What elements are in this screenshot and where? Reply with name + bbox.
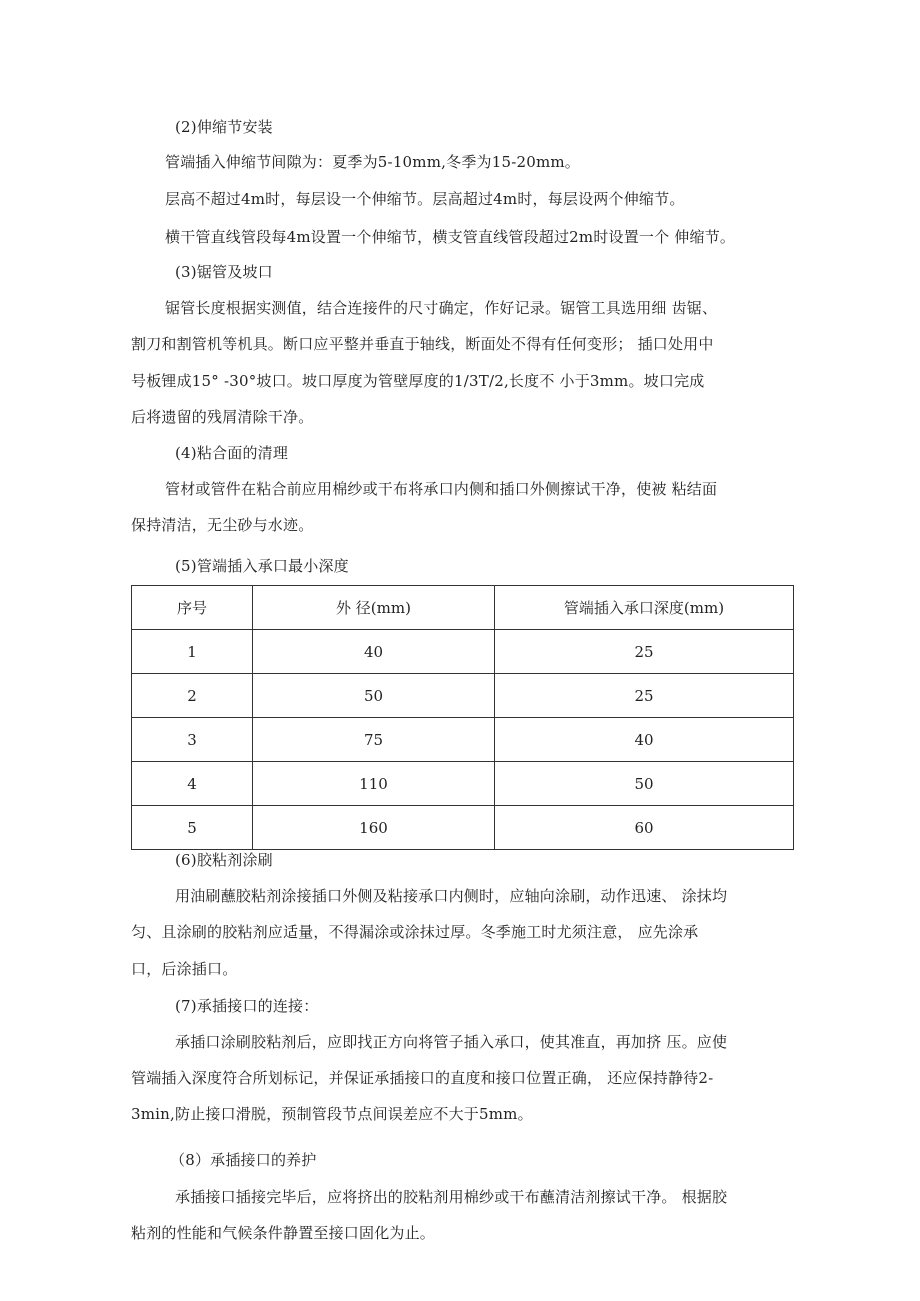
section-4-line-2: 保持清洁，无尘砂与水迹。 bbox=[131, 516, 314, 534]
section-3-line-3: 号板锂成15° -30°坡口。坡口厚度为管壁厚度的1/3T/2,长度不 小于3mm。坡口完成 bbox=[131, 372, 705, 390]
section-2-heading: (2)伸缩节安装 bbox=[175, 118, 273, 136]
section-7-line-3: 3min,防止接口滑脱，预制管段节点间误差应不大于5mm。 bbox=[131, 1105, 533, 1123]
table-cell: 25 bbox=[495, 630, 794, 674]
table-header-row bbox=[132, 586, 794, 630]
table-row bbox=[132, 630, 794, 674]
table-cell: 110 bbox=[253, 762, 495, 806]
section-5-heading: (5)管端插入承口最小深度 bbox=[175, 557, 349, 575]
table-header-cell: 管端插入承口深度(mm) bbox=[495, 586, 794, 630]
table-cell: 50 bbox=[495, 762, 794, 806]
section-8-line-1: 承插接口插接完毕后，应将挤出的胶粘剂用棉纱或干布蘸清洁剂擦试干净。 根据胶 bbox=[175, 1188, 728, 1206]
table-row bbox=[132, 806, 794, 850]
section-3-line-4: 后将遗留的残屑清除干净。 bbox=[131, 408, 314, 426]
section-2-line-1: 管端插入伸缩节间隙为：夏季为5-10mm,冬季为15-20mm。 bbox=[165, 153, 581, 171]
insertion-depth-table bbox=[131, 585, 794, 850]
table-cell: 60 bbox=[495, 806, 794, 850]
table-header-cell: 外 径(mm) bbox=[253, 586, 495, 630]
section-3-line-1: 锯管长度根据实测值，结合连接件的尺寸确定，作好记录。锯管工具选用细 齿锯、 bbox=[165, 299, 718, 317]
section-3-line-2: 割刀和割管机等机具。断口应平整并垂直于轴线，断面处不得有任何变形； 插口处用中 bbox=[131, 335, 714, 353]
table-cell: 1 bbox=[132, 630, 253, 674]
table-cell: 40 bbox=[253, 630, 495, 674]
section-7-line-1: 承插口涂刷胶粘剂后，应即找正方向将管子插入承口，使其准直，再加挤 压。应使 bbox=[175, 1033, 728, 1051]
section-6-line-1: 用油刷蘸胶粘剂涂接插口外侧及粘接承口内侧时，应轴向涂刷，动作迅速、 涂抹均 bbox=[175, 887, 728, 905]
section-3-heading: (3)锯管及坡口 bbox=[175, 263, 273, 281]
table-row bbox=[132, 674, 794, 718]
section-8-line-2: 粘剂的性能和气候条件静置至接口固化为止。 bbox=[131, 1224, 436, 1242]
table-row bbox=[132, 718, 794, 762]
section-7-line-2: 管端插入深度符合所划标记，并保证承插接口的直度和接口位置正确， 还应保持静待2- bbox=[131, 1069, 714, 1087]
table-cell: 5 bbox=[132, 806, 253, 850]
section-4-heading: (4)粘合面的清理 bbox=[175, 444, 289, 462]
section-2-line-3: 横干管直线管段每4m设置一个伸缩节，横支管直线管段超过2m时设置一个 伸缩节。 bbox=[165, 228, 736, 246]
table-cell: 2 bbox=[132, 674, 253, 718]
table-cell: 50 bbox=[253, 674, 495, 718]
table-row bbox=[132, 762, 794, 806]
table-cell: 3 bbox=[132, 718, 253, 762]
table-cell: 75 bbox=[253, 718, 495, 762]
section-6-line-3: 口，后涂插口。 bbox=[131, 960, 238, 978]
table-cell: 25 bbox=[495, 674, 794, 718]
section-8-heading: （8）承插接口的养护 bbox=[170, 1151, 317, 1169]
table-cell: 40 bbox=[495, 718, 794, 762]
section-4-line-1: 管材或管件在粘合前应用棉纱或干布将承口内侧和插口外侧擦试干净，使被 粘结面 bbox=[165, 480, 718, 498]
section-2-line-2: 层高不超过4m时，每层设一个伸缩节。层高超过4m时，每层设两个伸缩节。 bbox=[165, 190, 685, 208]
section-6-heading: (6)胶粘剂涂刷 bbox=[175, 851, 273, 869]
section-7-heading: (7)承插接口的连接： bbox=[175, 997, 319, 1015]
section-6-line-2: 匀、且涂刷的胶粘剂应适量，不得漏涂或涂抹过厚。冬季施工时尤须注意， 应先涂承 bbox=[131, 923, 699, 941]
table-cell: 160 bbox=[253, 806, 495, 850]
table-header-cell: 序号 bbox=[132, 586, 253, 630]
table-cell: 4 bbox=[132, 762, 253, 806]
